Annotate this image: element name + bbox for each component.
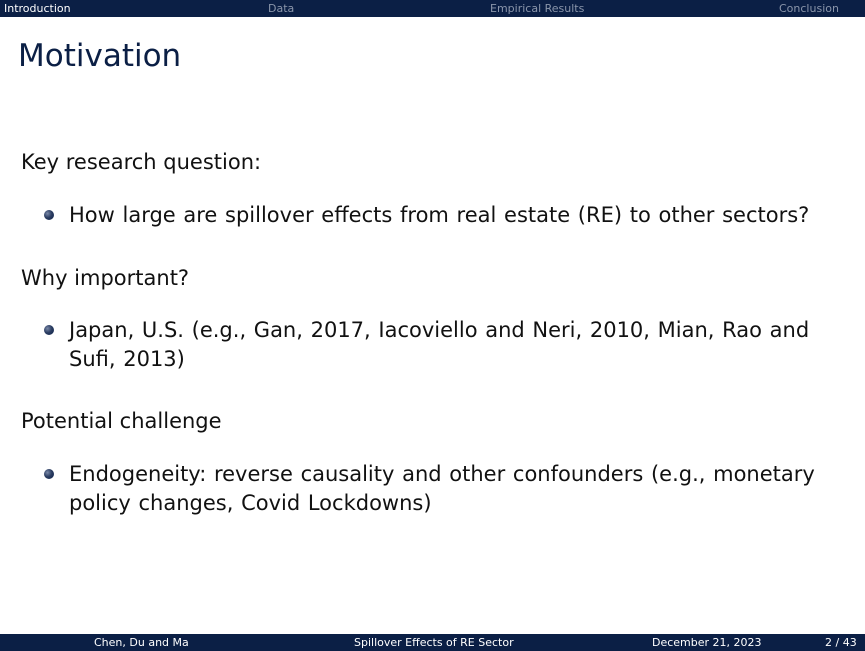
section-heading-research-question: Key research question:: [21, 150, 262, 174]
bullet-item: [44, 460, 844, 517]
slide-title: Motivation: [18, 38, 182, 74]
bullet-text: Endogeneity: reverse causality and other confounders (e.g., monetary policy changes, Covid Lockdowns): [69, 462, 815, 515]
footer-page-number: 2 / 43: [825, 636, 857, 649]
nav-item-conclusion[interactable]: Conclusion: [779, 2, 839, 15]
bullet-text: Japan, U.S. (e.g., Gan, 2017, Iacoviello and Neri, 2010, Mian, Rao and Sufi, 2013): [69, 318, 810, 371]
section-navigation-bar: [0, 0, 865, 17]
nav-item-data[interactable]: Data: [268, 2, 295, 15]
footer-authors: Chen, Du and Ma: [94, 636, 189, 649]
footer-short-title: Spillover Effects of RE Sector: [354, 636, 514, 649]
bullet-item: [44, 201, 844, 230]
bullet-text: How large are spillover effects from real estate (RE) to other sectors?: [69, 203, 810, 227]
nav-item-introduction[interactable]: Introduction: [4, 2, 71, 15]
section-heading-why-important: Why important?: [21, 266, 190, 290]
bullet-icon: [44, 469, 54, 479]
bullet-item: [44, 316, 844, 373]
bullet-icon: [44, 325, 54, 335]
section-heading-potential-challenge: Potential challenge: [21, 409, 222, 433]
footer-date: December 21, 2023: [652, 636, 762, 649]
bullet-icon: [44, 210, 54, 220]
nav-item-empirical-results[interactable]: Empirical Results: [490, 2, 585, 15]
slide-footer: [0, 634, 865, 651]
